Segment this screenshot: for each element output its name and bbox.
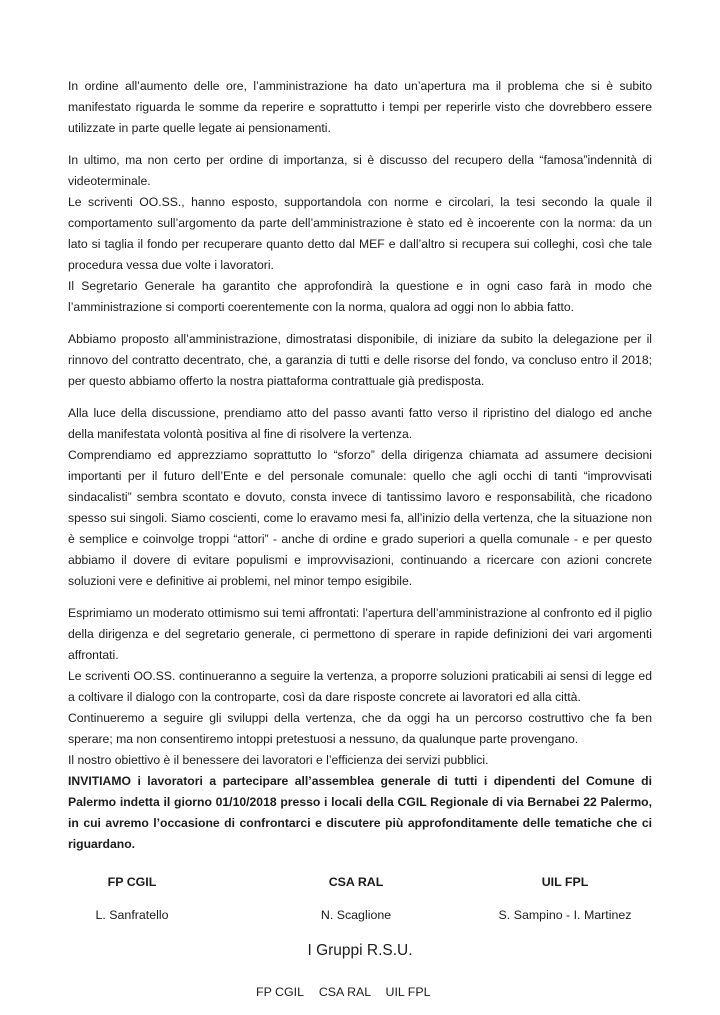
paragraph-9: Le scriventi OO.SS. continueranno a seguire la vertenza, a proporre soluzioni praticabili ai sensi di legge ed a coltivare il dialogo con la controparte, così da dare risposte concrete ai lavoratori ed alla città. xyxy=(68,669,652,704)
signature-name-csa-ral: N. Scaglione xyxy=(320,908,392,922)
paragraph-5: Abbiamo proposto all’amministrazione, dimostratasi disponibile, di iniziare da subito la delegazione per il rinnovo del contratto decentrato, che, a garanzia di tutti e delle risorse del fondo, va concluso entro il 2018; per questo abbiamo offerto la nostra piattaforma contrattuale già predisposta. xyxy=(68,332,652,388)
paragraph-6: Alla luce della discussione, prendiamo atto del passo avanti fatto verso il ripristino del dialogo ed anche della manifestata volontà positiva al fine di risolvere la vertenza. xyxy=(68,406,652,441)
paragraph-8: Esprimiamo un moderato ottimismo sui temi affrontati: l’apertura dell’amministrazione al confronto ed il piglio della dirigenza e del segretario generale, ci permettono di sperare in rapide definizioni dei vari argomenti affrontati. xyxy=(68,606,652,662)
signature-org-uil-fpl: UIL FPL xyxy=(541,875,589,889)
signature-org-csa-ral: CSA RAL xyxy=(328,875,384,889)
paragraph-2: In ultimo, ma non certo per ordine di importanza, si è discusso del recupero della “famosa”indennità di videoterminale. xyxy=(68,153,652,188)
paragraph-10: Continueremo a seguire gli sviluppi della vertenza, che da oggi ha un percorso costruttivo che fa ben sperare; ma non consentiremo intoppi pretestuosi a nessuno, da qualunque parte provengano. xyxy=(68,711,652,746)
footer-org-csa-ral: CSA RAL xyxy=(318,985,372,999)
signature-name-uil-fpl: S. Sampino - I. Martinez xyxy=(498,908,632,922)
document-body xyxy=(68,76,652,855)
rsu-groups-line: I Gruppi R.S.U. xyxy=(307,942,413,959)
paragraph-invitation: INVITIAMO i lavoratori a partecipare all’assemblea generale di tutti i dipendenti del Comune di Palermo indetta il giorno 01/10/2018 presso i locali della CGIL Regionale di via Bernabei 22 Palermo, in cui avremo l’occasione di confrontarci e discutere più approfonditamente delle tematiche che ci riguardano. xyxy=(68,774,652,851)
signature-orgs-row xyxy=(68,875,652,893)
signature-names-row xyxy=(68,908,652,926)
footer-orgs-row xyxy=(68,985,652,1003)
paragraph-3: Le scriventi OO.SS., hanno esposto, supportandola con norme e circolari, la tesi secondo la quale il comportamento sull’argomento da parte dell’amministrazione è stato ed è incoerente con la norma: da un lato si taglia il fondo per recuperare quanto detto dal MEF e dall’altro si recupera sui colleghi, così che tale procedura vessa due volte i lavoratori. xyxy=(68,195,652,272)
signature-name-fp-cgil: L. Sanfratello xyxy=(95,908,169,922)
paragraph-11: Il nostro obiettivo è il benessere dei lavoratori e l’efficienza dei servizi pubblici. xyxy=(68,753,489,767)
paragraph-1: In ordine all’aumento delle ore, l’amministrazione ha dato un’apertura ma il problema che si è subito manifestato riguarda le somme da reperire e soprattutto i tempi per reperirle visto che dovrebbero essere utilizzate in parte quelle legate ai pensionamenti. xyxy=(68,79,652,135)
signature-org-fp-cgil: FP CGIL xyxy=(107,875,157,889)
footer-org-uil-fpl: UIL FPL xyxy=(385,985,431,999)
footer-org-fp-cgil: FP CGIL xyxy=(256,985,304,999)
paragraph-4: Il Segretario Generale ha garantito che approfondirà la questione e in ogni caso farà in modo che l’amministrazione si comporti coerentemente con la norma, qualora ad oggi non lo abbia fatto. xyxy=(68,279,652,314)
paragraph-7: Comprendiamo ed apprezziamo soprattutto lo “sforzo” della dirigenza chiamata ad assumere decisioni importanti per il futuro dell’Ente e del personale comunale: quello che agli occhi di tanti “improvvisati sindacalisti” sembra scontato e dovuto, consta invece di tantissimo lavoro e responsabilità, che ricadono spesso sui singoli. Siamo coscienti, come lo eravamo mesi fa, all’inizio della vertenza, che la situazione non è semplice e coinvolge troppi “attori” - anche di ordine e grado superiori a quella comunale - e per questo abbiamo il dovere di evitare populismi e improvvisazioni, continuando a ricercare con azioni concrete soluzioni vere e definitive ai problemi, nel minor tempo esigibile. xyxy=(68,448,652,588)
